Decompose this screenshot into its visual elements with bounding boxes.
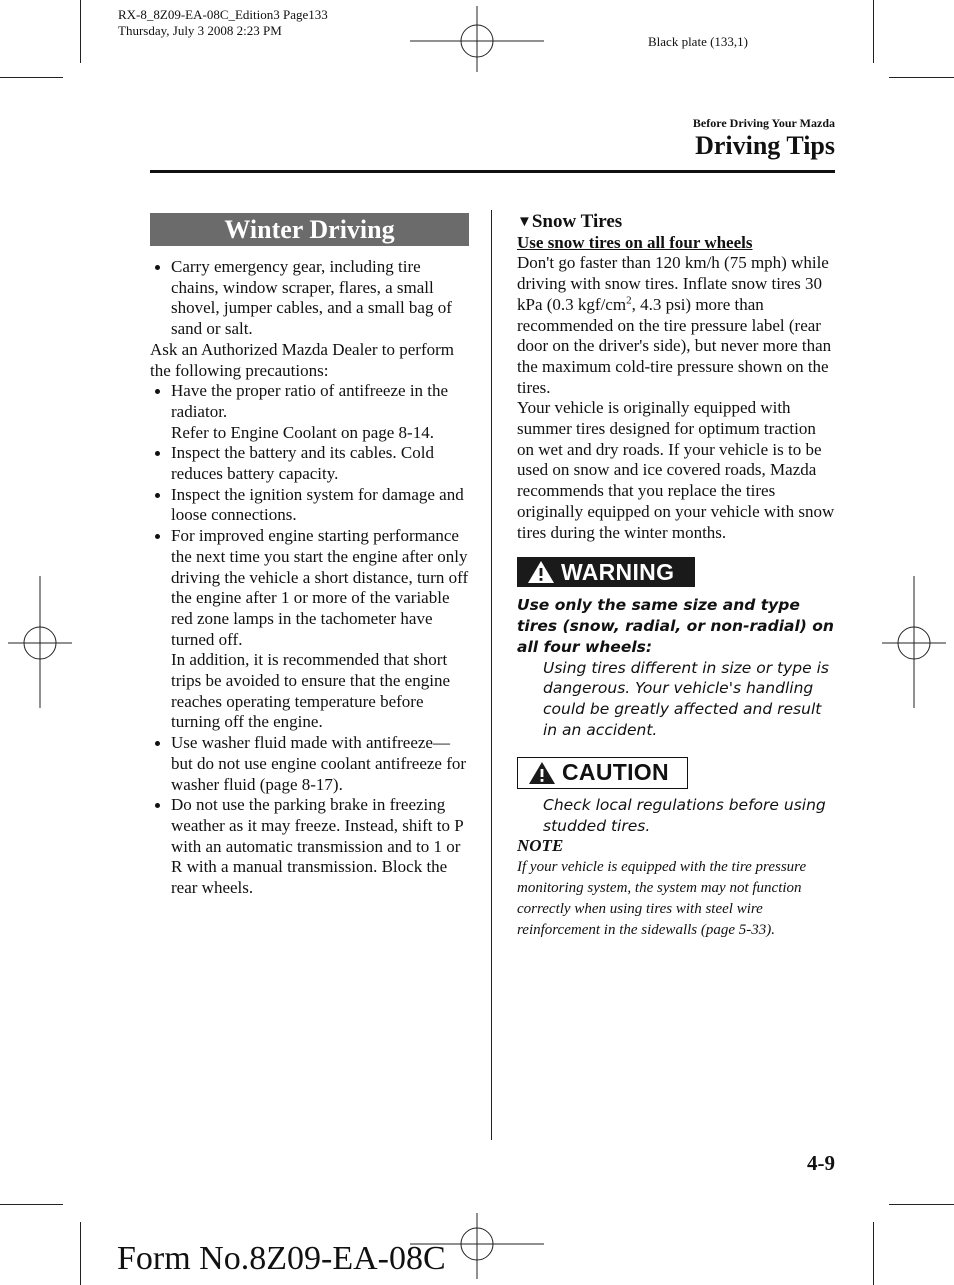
heading-marker-icon: ▼ bbox=[517, 214, 532, 230]
plate-label: Black plate (133,1) bbox=[648, 34, 748, 49]
caution-body: Check local regulations before using studded tires. bbox=[543, 795, 826, 835]
note-body: If your vehicle is equipped with the tire pressure monitoring system, the system may not function correctly when using tires with steel wire reinforcement in the sidewalls (page 5-33). bbox=[517, 859, 807, 938]
caution-label-text: CAUTION bbox=[562, 759, 669, 786]
winter-driving-banner: Winter Driving bbox=[150, 213, 469, 246]
dealer-intro: Ask an Authorized Mazda Dealer to perform the following precautions: bbox=[150, 339, 454, 380]
list-item bbox=[150, 526, 470, 733]
warning-body: Using tires different in size or type is dangerous. Your vehicle's handling could be greatly affected and result in an accident. bbox=[543, 658, 829, 740]
page-number: 4-9 bbox=[807, 1151, 835, 1175]
snow-tires-paragraph: Don't go faster than 120 km/h (75 mph) while driving with snow tires. Inflate snow tires 30 kPa (0.3 kgf/$cm^2$, 4.3 psi) more than recommended on the tire pressure label (rear door on the driver's side), but never more than the maximum cold-tire pressure shown on the tires. bbox=[517, 253, 832, 397]
list-item: Do not use the parking brake in freezing weather as it may freeze. Instead, shift to P with an automatic transmission and to 1 or R with a manual transmission. Block the rear wheels. bbox=[150, 795, 470, 899]
list-item: Use washer fluid made with antifreeze—but do not use engine coolant antifreeze for washer fluid (page 8-17). bbox=[150, 733, 470, 795]
snow-tires-heading-text: Snow Tires bbox=[531, 211, 623, 232]
list-item: Inspect the ignition system for damage and loose connections. bbox=[150, 485, 470, 526]
left-column bbox=[150, 257, 470, 899]
registration-mark-icon bbox=[8, 576, 72, 708]
print-meta-file: RX-8_8Z09-EA-08C_Edition3 Page133 bbox=[118, 7, 328, 22]
page-title: Driving Tips bbox=[695, 131, 835, 160]
antifreeze-text: Have the proper ratio of antifreeze in the radiator. bbox=[171, 381, 449, 421]
right-column bbox=[517, 212, 837, 940]
column-divider bbox=[491, 210, 492, 1140]
summer-tires-paragraph: Your vehicle is originally equipped with summer tires designed for optimum traction on wet and dry roads. If your vehicle is to be used on snow and ice covered roads, Mazda recommends that you replace the tires originally equipped on your vehicle with snow tires during the winter months. bbox=[517, 398, 835, 542]
registration-mark-icon bbox=[882, 576, 946, 708]
note-heading: NOTE bbox=[517, 836, 564, 856]
snow-tires-heading bbox=[517, 212, 837, 233]
list-item bbox=[150, 381, 470, 443]
caution-triangle-icon bbox=[528, 761, 556, 785]
print-meta-date: Thursday, July 3 2008 2:23 PM bbox=[118, 23, 282, 38]
registration-mark-icon bbox=[410, 6, 544, 72]
section-name: Before Driving Your Mazda bbox=[692, 116, 835, 130]
engine-start-more: In addition, it is recommended that short trips be avoided to ensure that the engine reaches operating temperature before turning off the engine. bbox=[171, 650, 450, 732]
warning-lead: Use only the same size and type tires (snow, radial, or non-radial) on all four wheels: bbox=[517, 596, 834, 656]
list-item: Carry emergency gear, including tire chains, window scraper, flares, a small shovel, jumper cables, and a small bag of sand or salt. bbox=[150, 257, 470, 340]
snow-tires-subheading: Use snow tires on all four wheels bbox=[517, 232, 753, 252]
unit-superscript: 2 bbox=[626, 294, 632, 307]
engine-start-text: For improved engine starting performance the next time you start the engine after only driving the vehicle a short distance, turn off the engine after 1 or more of the variable red zone lamps in the tachometer have turned off. bbox=[171, 526, 469, 649]
header-rule bbox=[150, 170, 835, 173]
warning-label bbox=[517, 557, 695, 587]
antifreeze-reference: Refer to Engine Coolant on page 8-14. bbox=[171, 422, 434, 442]
print-meta bbox=[118, 7, 328, 39]
list-item: Inspect the battery and its cables. Cold reduces battery capacity. bbox=[150, 443, 470, 484]
caution-label bbox=[517, 757, 688, 789]
form-number: Form No.8Z09-EA-08C bbox=[117, 1240, 446, 1277]
warning-label-text: WARNING bbox=[561, 558, 675, 585]
warning-triangle-icon bbox=[527, 560, 555, 584]
